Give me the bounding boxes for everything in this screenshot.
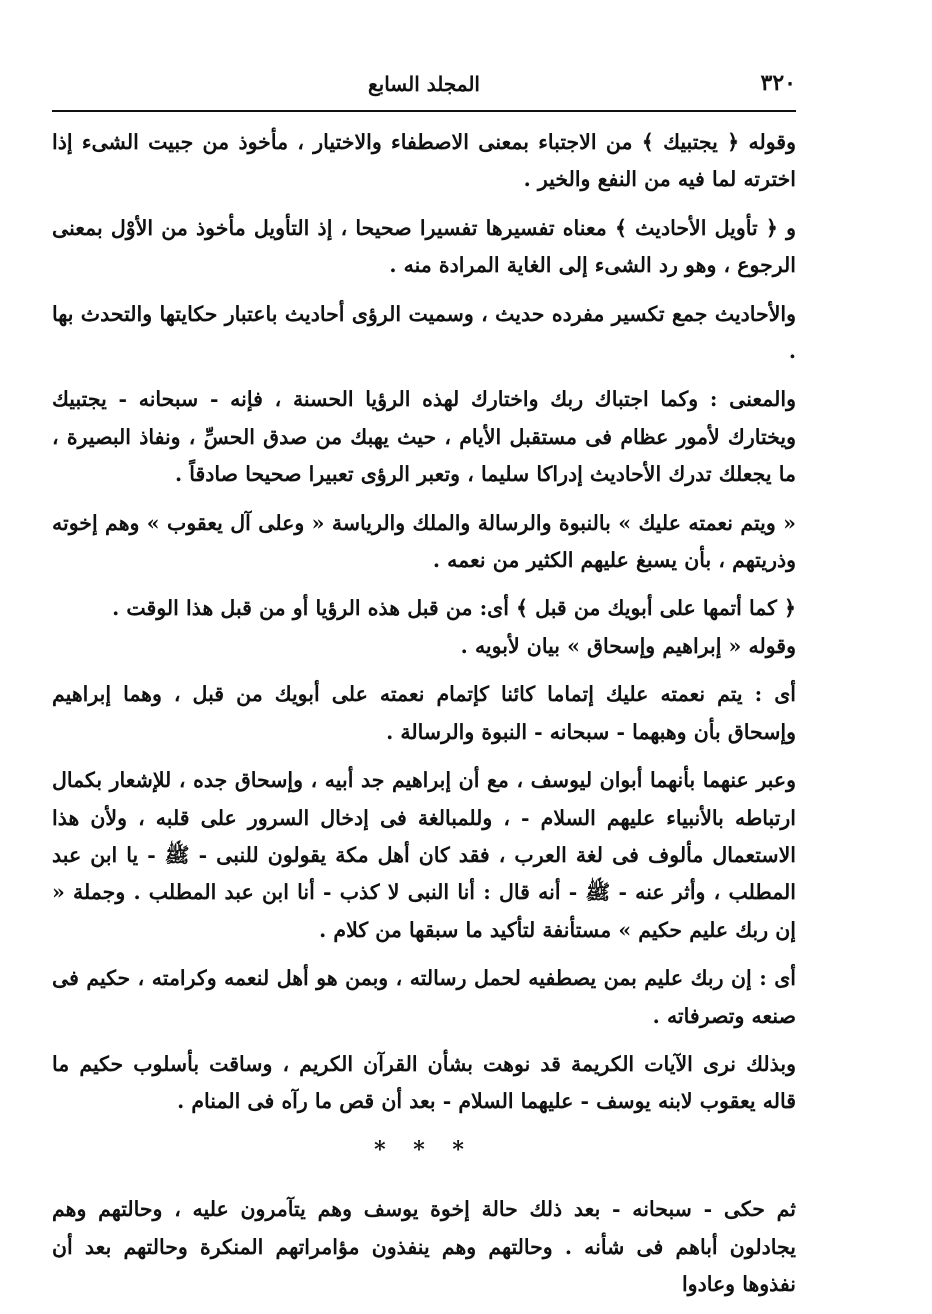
- volume-title: المجلد السابع: [367, 72, 480, 96]
- paragraph: وبذلك نرى الآيات الكريمة قد نوهت بشأن القرآن الكريم ، وساقت بأسلوب حكيم ما قاله يعقوب لابنه يوسف - عليهما السلام - بعد أن قص ما رآه فى المنام .: [52, 1051, 796, 1114]
- body-text: [52, 124, 796, 1314]
- section-separator: * * *: [374, 1136, 474, 1163]
- paragraph: أى : إن ربك عليم بمن يصطفيه لحمل رسالته ، وبمن هو أهل لنعمه وكرامته ، حكيم فى صنعه وتصرفاته .: [52, 966, 796, 1028]
- paragraph: ﴿ كما أتمها على أبويك من قبل ﴾ أى: من قبل هذه الرؤيا أو من قبل هذا الوقت .: [112, 596, 796, 621]
- paragraph: و ﴿ تأويل الأحاديث ﴾ معناه تفسيرها تفسيرا صحيحا ، إذ التأويل مأخوذ من الأوْل بمعنى الرجوع ، وهو رد الشىء إلى الغاية المرادة منه .: [52, 215, 796, 278]
- paragraph: والمعنى : وكما اجتباك ربك واختارك لهذه الرؤيا الحسنة ، فإنه - سبحانه - يجتبيك ويختارك لأمور عظام فى مستقبل الأيام ، حيث يهبك من صدق الحسِّ ، ونفاذ البصيرة ، ما يجعلك تدرك الأحاديث إدراكا سليما ، وتعبر الرؤى تعبيرا صحيحا صادقاً .: [52, 387, 796, 487]
- paragraph: وعبر عنهما بأنهما أبوان ليوسف ، مع أن إبراهيم جد أبيه ، وإسحاق جده ، للإشعار بكمال ارتباطه بالأنبياء عليهم السلام - ، وللمبالغة فى إدخال السرور على قلبه ، ولأن هذا الاستعمال مألوف فى لغة العرب ، فقد كان أهل مكة يقولون للنبى - ﷺ - يا ابن عبد المطلب ، وأثر عنه - ﷺ - أنه قال : أنا النبى لا كذب - أنا ابن عبد المطلب . وجملة « إن ربك عليم حكيم » مستأنفة لتأكيد ما سبقها من كلام .: [52, 768, 796, 942]
- page-number: ٣٢٠: [760, 70, 796, 96]
- paragraph: أى : يتم نعمته عليك إتماما كائنا كإتمام نعمته على أبويك من قبل ، وهما إبراهيم وإسحاق بأن وهبهما - سبحانه - النبوة والرسالة .: [52, 682, 796, 744]
- header-rule: [52, 110, 796, 112]
- page-header: [52, 66, 796, 108]
- paragraph: والأحاديث جمع تكسير مفرده حديث ، وسميت الرؤى أحاديث باعتبار حكايتها والتحدث بها .: [52, 301, 796, 364]
- paragraph: وقوله « إبراهيم وإسحاق » بيان لأبويه .: [460, 633, 796, 658]
- closing-paragraph: ثم حكى - سبحانه - بعد ذلك حالة إخوة يوسف وهم يتآمرون عليه ، وحالتهم وهم يجادلون أباهم فى شأنه . وحالتهم وهم ينفذون مؤامراتهم المنكرة وحالتهم بعد أن نفذوها وعادوا: [52, 1197, 796, 1296]
- paragraph: وقوله ﴿ يجتبيك ﴾ من الاجتباء بمعنى الاصطفاء والاختيار ، مأخوذ من جبيت الشىء إذا اخترته لما فيه من النفع والخير .: [52, 130, 796, 192]
- paragraph: « ويتم نعمته عليك » بالنبوة والرسالة والملك والرياسة « وعلى آل يعقوب » وهم إخوته وذريتهم ، بأن يسبغ عليهم الكثير من نعمه .: [52, 510, 796, 573]
